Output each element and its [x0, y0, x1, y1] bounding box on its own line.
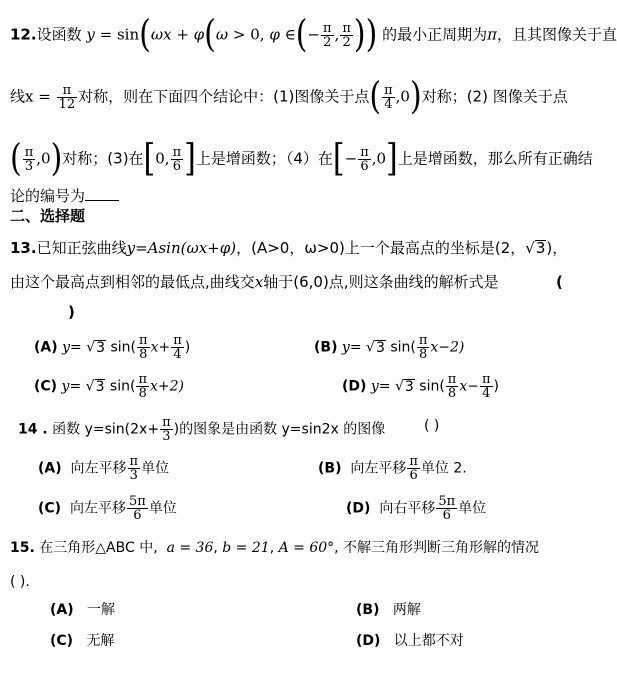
q14-line: 14 . 函数 y=sin(2x+ $\frac{\pi}{3}$ )的图象是由函数 y=sin2x 的图像: [18, 415, 386, 444]
q12-line-2: 线x = $\frac{\pi}{12}$ 对称，则在下面四个结论中：(1)图像关于点( $\frac{\pi}{4}$ ,0)对称；(2) 图像关于点: [10, 74, 568, 119]
q13-option-b[interactable]: (B) y= √3 sin( $\frac{\pi}{8}$ x−2): [314, 333, 465, 362]
q14-option-b[interactable]: (B) 向左平移 $\frac{\pi}{6}$ 单位 2.: [318, 454, 467, 483]
section-title: 二、选择题: [10, 207, 86, 225]
q13-option-a[interactable]: (A) y= √3 sin( $\frac{\pi}{8}$ x+ $\frac{\pi}{4}$ ): [34, 333, 191, 362]
q13-open-paren: (: [556, 273, 563, 291]
q13-option-d[interactable]: (D) y= √3 sin( $\frac{\pi}{8}$ x− $\frac{\pi}{4}$ ): [342, 372, 499, 401]
q14-paren: ( ): [424, 418, 440, 434]
q15-paren: ( ).: [10, 574, 30, 590]
q14-option-c[interactable]: (C) 向左平移 $\frac{5\pi}{6}$ 单位: [38, 494, 177, 523]
q15-option-a[interactable]: (A) 一解: [50, 602, 115, 618]
q12-cond-tail: ，且其图像关于直: [496, 25, 617, 44]
q13-line-2: 由这个最高点到相邻的最低点,曲线交x轴于(6,0)点,则这条曲线的解析式是: [10, 273, 499, 291]
q15-option-c[interactable]: (C) 无解: [50, 633, 115, 649]
q12-line-4: 论的编号为: [10, 186, 119, 206]
answer-blank: [85, 186, 119, 201]
q13-line-1: 13.已知正弦曲线y=Asin(ωx+φ)，(A>0，ω>0)上一个最高点的坐标是(2，√3)，: [10, 239, 568, 257]
q12-line-3: ( $\frac{\pi}{3}$ ,0)对称；(3)在[0, $\frac{\pi}{6}$ ]上是增函数；（4）在[− $\frac{\pi}{6}$ ,0]上是增函数，那么所有正确结: [10, 136, 593, 181]
q15-option-b[interactable]: (B) 两解: [356, 602, 421, 618]
q12-line2-mid: 对称，则在下面四个结论中：(1)图像关于点: [78, 87, 370, 106]
q12-number: 12.: [10, 25, 37, 44]
q15-line: 15. 在三角形△ABC 中, a = 36, b = 21, A = 60°, 不解三角形判断三角形解的情况: [10, 540, 540, 556]
q14-option-a[interactable]: (A) 向左平移 $\frac{\pi}{3}$ 单位: [38, 454, 170, 483]
q14-option-d[interactable]: (D) 向右平移 $\frac{5\pi}{6}$ 单位: [346, 494, 487, 523]
q13-close-paren: ): [68, 303, 75, 321]
q12-line2-end: 对称；(2) 图像关于点: [421, 87, 568, 106]
q12-line-1: 12.设函数 y = sin(ωx + φ(ω > 0, φ ∈(− $\frac{\pi}{2}$ , $\frac{\pi}{2}$ )) 的最小正周期为π，且其图像关于直: [10, 12, 617, 57]
q12-function: y: [86, 25, 95, 44]
q12-prefix: 设函数: [36, 25, 82, 44]
q12-cond: 的最小正周期为: [382, 25, 488, 44]
q15-option-d[interactable]: (D) 以上都不对: [356, 633, 464, 649]
q13-option-c[interactable]: (C) y= √3 sin( $\frac{\pi}{8}$ x+2): [34, 372, 184, 401]
